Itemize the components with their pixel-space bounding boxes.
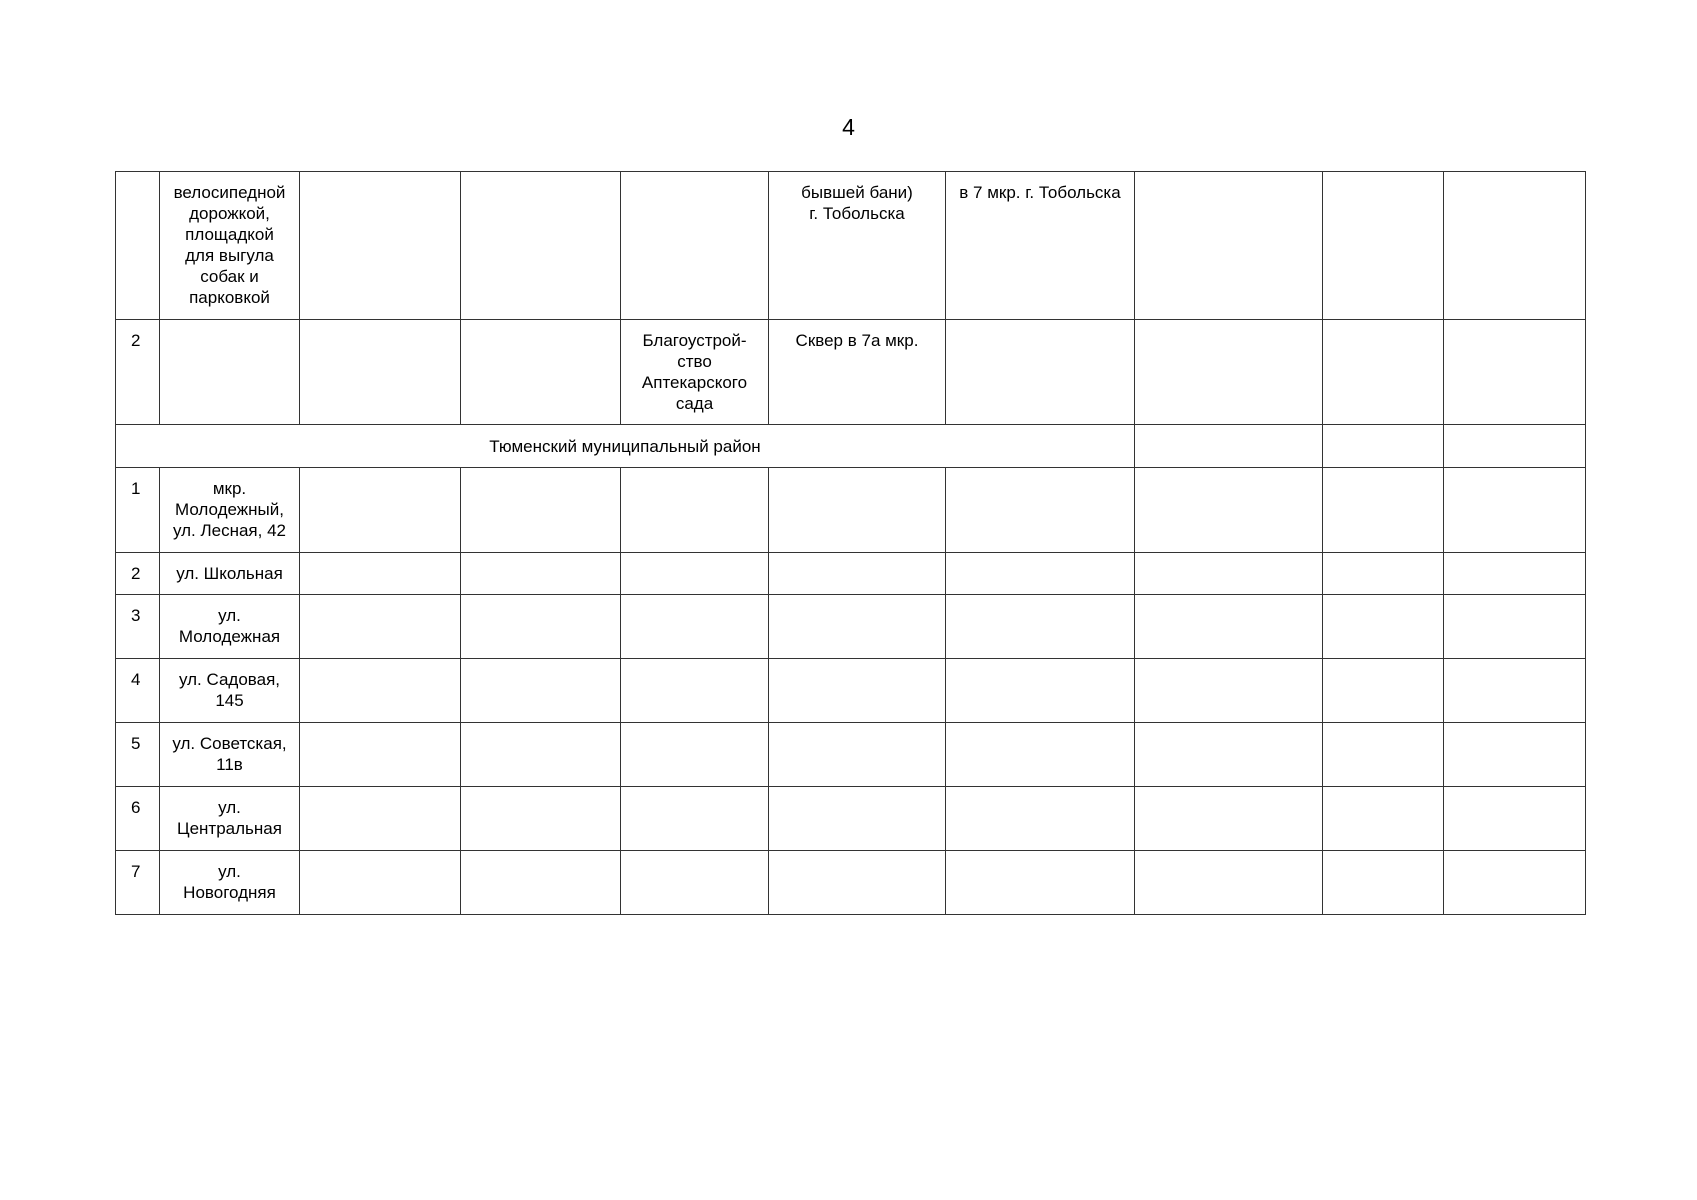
- table-cell: [621, 553, 769, 595]
- table-cell: [769, 787, 946, 851]
- table-cell: [1323, 320, 1444, 425]
- table-cell: [461, 851, 621, 915]
- address-cell: [160, 723, 300, 787]
- table-cell: [1135, 172, 1323, 320]
- row-number-cell: [116, 553, 160, 595]
- table-cell: [300, 659, 461, 723]
- table-cell: [1135, 553, 1323, 595]
- table-body: [116, 172, 1586, 915]
- table-cell: [621, 468, 769, 553]
- table-cell: [300, 172, 461, 320]
- table-cell: [621, 851, 769, 915]
- table-cell: [1135, 595, 1323, 659]
- table-cell: [1323, 659, 1444, 723]
- section-title-cell: [116, 425, 1135, 468]
- table-cell: [461, 172, 621, 320]
- table-cell: [946, 320, 1135, 425]
- cell-text: 2: [131, 331, 141, 350]
- table-row: [116, 595, 1586, 659]
- cell-text: 3: [131, 606, 141, 625]
- table-cell: [300, 553, 461, 595]
- table-cell: [1444, 468, 1586, 553]
- table-cell: [1135, 320, 1323, 425]
- address-cell: [160, 851, 300, 915]
- address-cell: [160, 553, 300, 595]
- table-cell: [1135, 787, 1323, 851]
- table-cell: [769, 659, 946, 723]
- table-cell: [461, 723, 621, 787]
- cell-text: 6: [131, 798, 141, 817]
- table-cell: [1444, 851, 1586, 915]
- table-cell: [621, 659, 769, 723]
- table-cell: [621, 595, 769, 659]
- table-cell: [1444, 320, 1586, 425]
- table-cell: [300, 851, 461, 915]
- address-cell: [160, 595, 300, 659]
- cell-text: ул. Советская, 11в: [172, 734, 287, 774]
- cell-text: ул. Садовая, 145: [178, 670, 280, 710]
- cell-text: ул. Молодежная: [178, 606, 281, 646]
- table-cell: [1323, 787, 1444, 851]
- table-cell: [300, 723, 461, 787]
- table-cell: [1323, 851, 1444, 915]
- table-cell: [300, 468, 461, 553]
- table-cell: [769, 595, 946, 659]
- table-cell: [621, 172, 769, 320]
- table-cell: [1135, 723, 1323, 787]
- table-cell: [1323, 553, 1444, 595]
- table-cell: [1444, 172, 1586, 320]
- table-cell: [1444, 553, 1586, 595]
- table-cell: [946, 172, 1135, 320]
- section-title: Тюменский муниципальный район: [489, 436, 761, 456]
- section-row: [116, 425, 1586, 468]
- table-cell: [1135, 425, 1323, 468]
- table-row: [116, 787, 1586, 851]
- cell-text: 2: [131, 564, 141, 583]
- table-row: [116, 320, 1586, 425]
- table-cell: [946, 659, 1135, 723]
- row-number-cell: [116, 172, 160, 320]
- cell-text: ул. Новогодняя: [183, 862, 276, 902]
- table-cell: [1323, 172, 1444, 320]
- cell-text: бывшей бани) г. Тобольска: [801, 183, 913, 223]
- row-number-cell: [116, 851, 160, 915]
- table-cell: [769, 172, 946, 320]
- table-cell: [1444, 787, 1586, 851]
- page-number: 4: [842, 114, 855, 140]
- table-cell: [461, 320, 621, 425]
- cell-text: ул. Центральная: [177, 798, 282, 838]
- table-cell: [461, 553, 621, 595]
- table-cell: [621, 320, 769, 425]
- table-cell: [946, 553, 1135, 595]
- table-cell: [1135, 659, 1323, 723]
- table-cell: [769, 553, 946, 595]
- row-number-cell: [116, 320, 160, 425]
- table-cell: [461, 595, 621, 659]
- row-number-cell: [116, 659, 160, 723]
- table-cell: [769, 851, 946, 915]
- table-row: [116, 172, 1586, 320]
- row-number-cell: [116, 787, 160, 851]
- table-row: [116, 723, 1586, 787]
- table-cell: [946, 595, 1135, 659]
- table-cell: [621, 787, 769, 851]
- table-cell: [1444, 659, 1586, 723]
- table-cell: [300, 320, 461, 425]
- table-row: [116, 468, 1586, 553]
- address-cell: [160, 320, 300, 425]
- table-cell: [461, 468, 621, 553]
- cell-text: 4: [131, 670, 141, 689]
- address-cell: [160, 172, 300, 320]
- cell-text: велосипедной дорожкой, площадкой для выгула собак и парковкой: [173, 183, 286, 307]
- table-cell: [946, 851, 1135, 915]
- address-cell: [160, 659, 300, 723]
- table-cell: [1444, 723, 1586, 787]
- cell-text: мкр. Молодежный, ул. Лесная, 42: [172, 479, 286, 540]
- table-cell: [1444, 595, 1586, 659]
- address-cell: [160, 468, 300, 553]
- cell-text: Благоустрой- ство Аптекарского сада: [641, 331, 748, 413]
- table-cell: [621, 723, 769, 787]
- row-number-cell: [116, 595, 160, 659]
- cell-text: 5: [131, 734, 141, 753]
- row-number-cell: [116, 723, 160, 787]
- table-cell: [1323, 595, 1444, 659]
- table-cell: [769, 468, 946, 553]
- table-row: [116, 659, 1586, 723]
- table-cell: [1135, 851, 1323, 915]
- table-cell: [1323, 723, 1444, 787]
- table-cell: [769, 320, 946, 425]
- table-cell: [946, 723, 1135, 787]
- table-cell: [1323, 425, 1444, 468]
- cell-text: 7: [131, 862, 141, 881]
- cell-text: в 7 мкр. г. Тобольска: [959, 183, 1121, 202]
- address-cell: [160, 787, 300, 851]
- table-cell: [946, 468, 1135, 553]
- table-row: [116, 851, 1586, 915]
- cell-text: Сквер в 7а мкр.: [795, 331, 919, 350]
- table-cell: [461, 659, 621, 723]
- cell-text: ул. Школьная: [176, 564, 283, 583]
- document-table: [115, 171, 1586, 915]
- cell-text: 1: [131, 479, 141, 498]
- table-cell: [946, 787, 1135, 851]
- table-cell: [769, 723, 946, 787]
- table-cell: [300, 787, 461, 851]
- table-row: [116, 553, 1586, 595]
- row-number-cell: [116, 468, 160, 553]
- table-cell: [461, 787, 621, 851]
- table-cell: [300, 595, 461, 659]
- table-cell: [1323, 468, 1444, 553]
- table-cell: [1444, 425, 1586, 468]
- table-cell: [1135, 468, 1323, 553]
